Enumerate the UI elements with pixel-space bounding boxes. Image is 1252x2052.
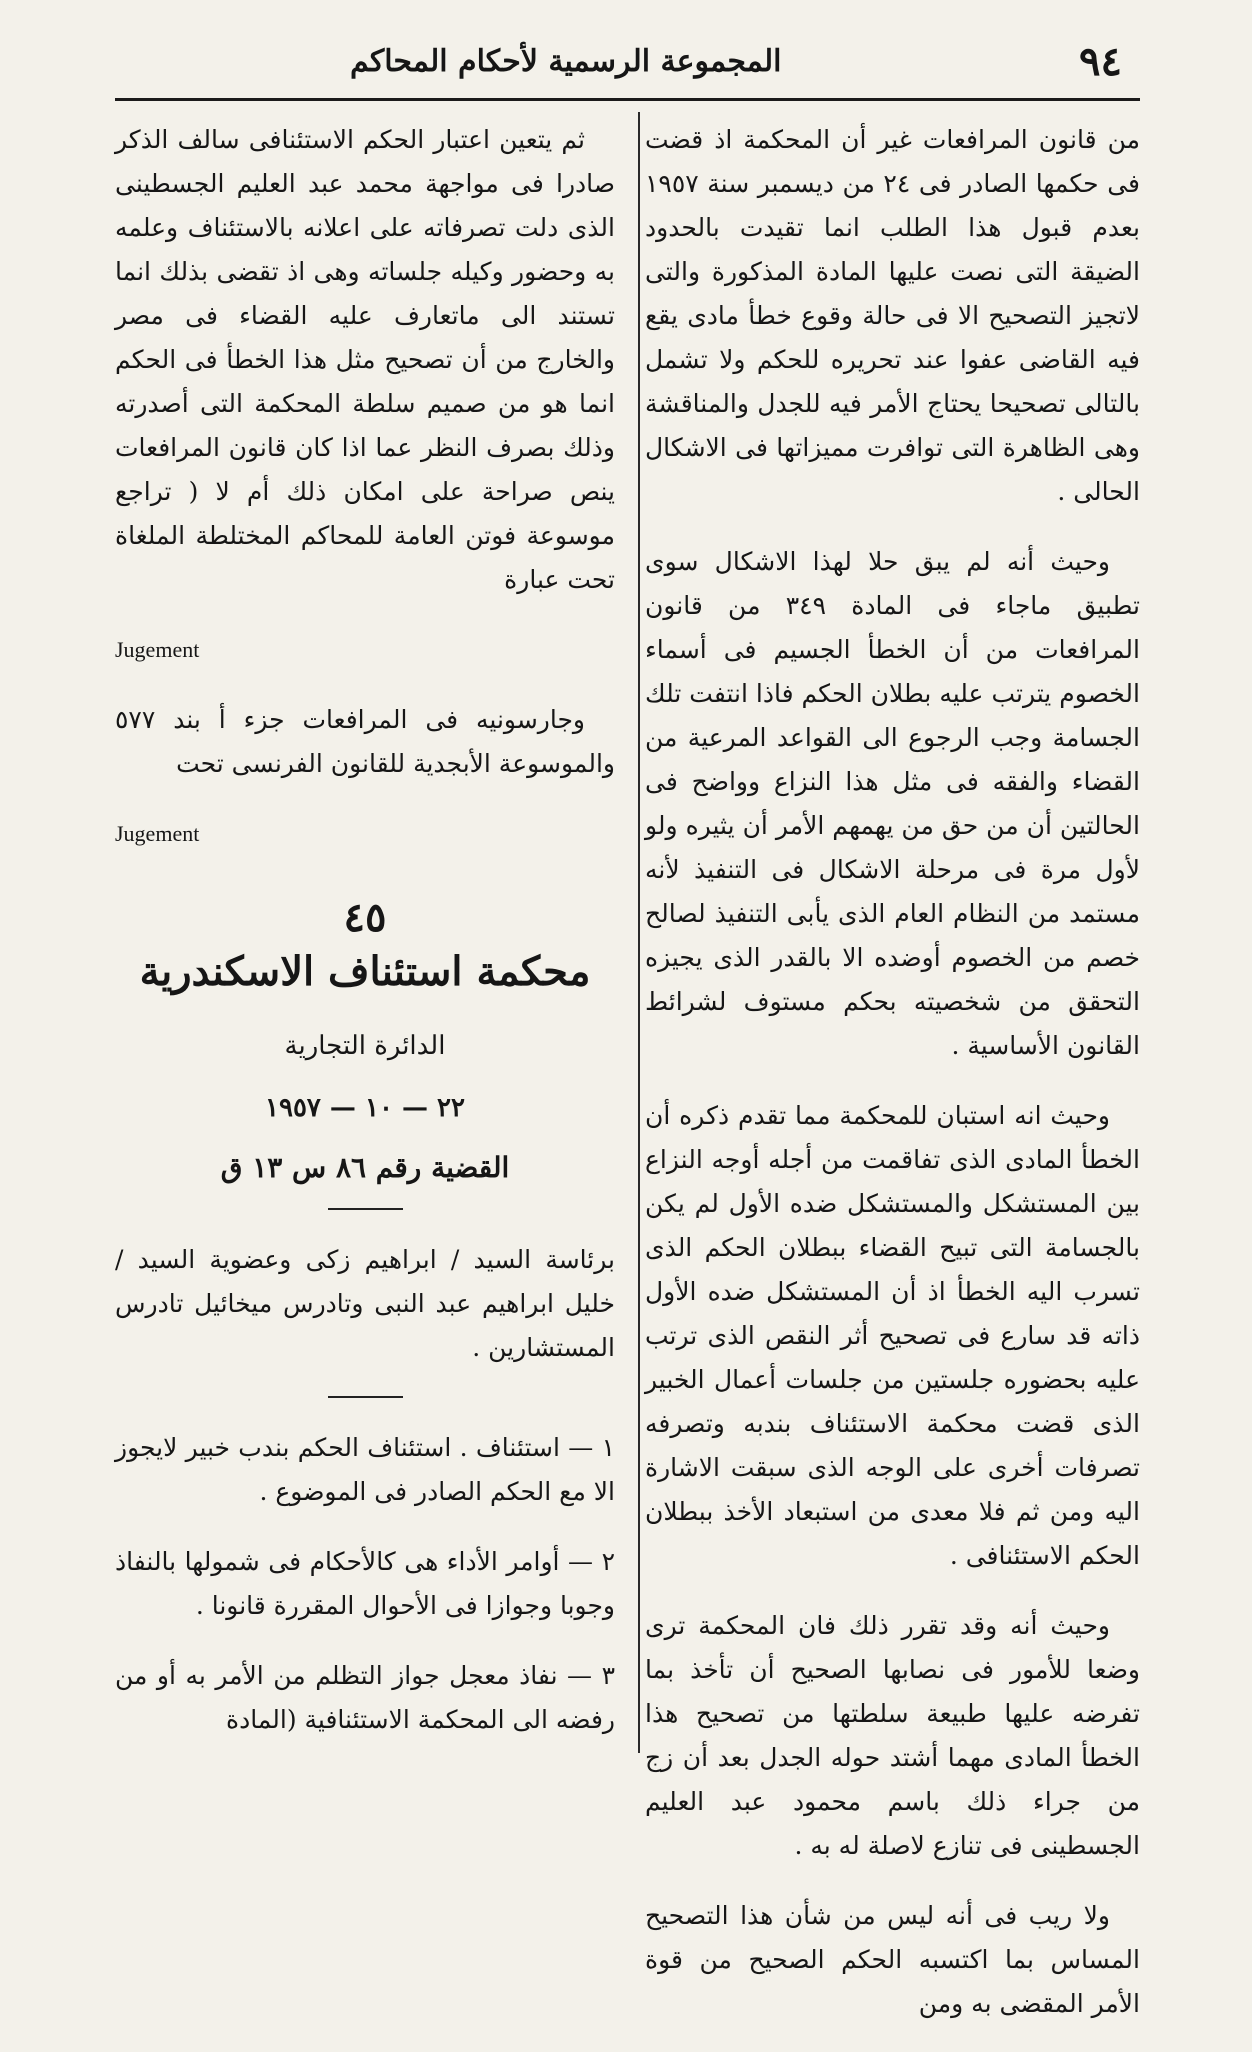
page-header [110, 38, 1122, 94]
header-divider [115, 98, 1140, 101]
panel-composition: برئاسة السيد / ابراهيم زكى وعضوية السيد / خليل ابراهيم عبد النبى وتادرس ميخائيل تادرس المستشارين . [115, 1245, 615, 1362]
case-number: ٤٥ [343, 894, 387, 941]
running-title: المجموعة الرسمية لأحكام المحاكم [350, 44, 782, 79]
legal-principle: ٢ — أوامر الأداء هى كالأحكام فى شمولها بالنفاذ وجوبا وجوازا فى الأحوال المقررة قانونا . [115, 1547, 615, 1620]
column-divider [638, 112, 640, 1753]
paragraph: وحيث أنه لم يبق حلا لهذا الاشكال سوى تطبيق ماجاء فى المادة ٣٤٩ من قانون المرافعات من أن الخطأ الجسيم فى أسماء الخصوم يترتب عليه بطلان الحكم فاذا انتفت تلك الجسامة وجب الرجوع الى القواعد المرعية من القضاء والفقه فى مثل هذا النزاع وواضح فى الحالتين أن من حق من يهمهم الأمر أن يثيره ولو لأول مرة فى مرحلة الاشكال فى التنفيذ لأنه مستمد من النظام العام الذى يأبى التنفيذ لصالح خصم من الخصوم أوضده الا بالقدر الذى يجيزه التحقق من شخصيته بحكم مستوف لشرائط القانون الأساسية . [645, 547, 1140, 1060]
circuit-name: الدائرة التجارية [284, 1031, 446, 1061]
section-divider [328, 1208, 403, 1210]
page-number: ٩٤ [1079, 38, 1122, 85]
paragraph: ثم يتعين اعتبار الحكم الاستئنافى سالف الذكر صادرا فى مواجهة محمد عبد العليم الجسطينى الذى دلت تصرفاته على اعلانه بالاستئناف وعلمه به وحضور وكيله جلساته وهى اذ تقضى بذلك انما تستند الى ماتعارف عليه القضاء فى مصر والخارج من أن تصحيح مثل هذا الخطأ فى الحكم انما هو من صميم سلطة المحكمة التى أصدرته وذلك بصرف النظر عما اذا كان قانون المرافعات ينص صراحة على امكان ذلك أم لا ( تراجع موسوعة فوتن العامة للمحاكم المختلطة الملغاة تحت عبارة [115, 125, 615, 594]
paragraph: ولا ريب فى أنه ليس من شأن هذا التصحيح المساس بما اكتسبه الحكم الصحيح من قوة الأمر المقضى به ومن [645, 1901, 1140, 2018]
legal-principle: ١ — استئناف . استئناف الحكم بندب خبير لايجوز الا مع الحكم الصادر فى الموضوع . [115, 1433, 615, 1506]
paragraph: وحيث أنه وقد تقرر ذلك فان المحكمة ترى وضعا للأمور فى نصابها الصحيح أن تأخذ بما تفرضه عليها طبيعة سلطتها من تصحيح هذا الخطأ المادى مهما أشتد حوله الجدل بعد أن زج من جراء ذلك باسم محمود عبد العليم الجسطينى فى تنازع لاصلة له به . [645, 1611, 1140, 1860]
judgment-date: ٢٢ — ١٠ — ١٩٥٧ [265, 1093, 465, 1123]
latin-term: Jugement [115, 637, 200, 662]
right-column [645, 118, 1140, 2052]
paragraph: من قانون المرافعات غير أن المحكمة اذ قضت فى حكمها الصادر فى ٢٤ من ديسمبر سنة ١٩٥٧ بعدم قبول هذا الطلب انما تقيدت بالحدود الضيقة التى نصت عليها المادة المذكورة والتى لاتجيز التصحيح الا فى حالة وقوع خطأ مادى يقع فيه القاضى عفوا عند تحريره للحكم ولا تشمل بالتالى تصحيحا يحتاج الأمر فيه للجدل والمناقشة وهى الظاهرة التى توافرت مميزاتها فى الاشكال الحالى . [645, 125, 1140, 506]
section-divider [328, 1396, 403, 1398]
court-name: محكمة استئناف الاسكندرية [139, 948, 591, 995]
case-reference: القضية رقم ٨٦ س ١٣ ق [220, 1151, 510, 1184]
left-column [115, 118, 615, 1768]
paragraph: وجارسونيه فى المرافعات جزء أ بند ٥٧٧ والموسوعة الأبجدية للقانون الفرنسى تحت [115, 705, 615, 778]
paragraph: وحيث انه استبان للمحكمة مما تقدم ذكره أن الخطأ المادى الذى تفاقمت من أجله أوجه النزاع بين المستشكل والمستشكل ضده الأول لم يكن بالجسامة التى تبيح القضاء ببطلان الحكم الذى تسرب اليه الخطأ اذ أن المستشكل ضده الأول ذاته قد سارع فى تصحيح أثر النقص الذى ترتب عليه بحضوره جلستين من جلسات أعمال الخبير الذى قضت محكمة الاستئناف بندبه وتصرفه تصرفات أخرى على الوجه الذى سبقت الاشارة اليه ومن ثم فلا معدى من استبعاد الأخذ ببطلان الحكم الاستئنافى . [645, 1101, 1140, 1570]
latin-term: Jugement [115, 821, 200, 846]
legal-principle: ٣ — نفاذ معجل جواز التظلم من الأمر به أو من رفضه الى المحكمة الاستئنافية (المادة [115, 1661, 615, 1734]
